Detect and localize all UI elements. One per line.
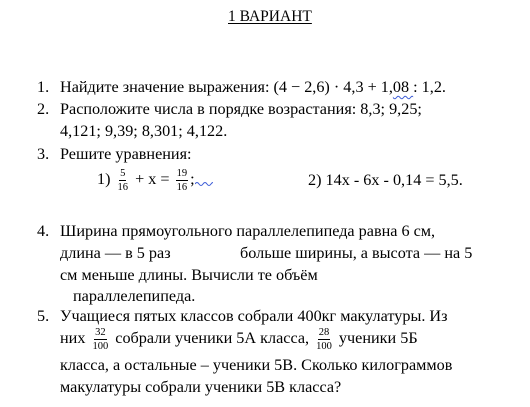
item-2-number: 2. <box>37 100 50 118</box>
fraction-28-100 <box>315 327 333 352</box>
fraction-denominator: 100 <box>92 340 109 352</box>
page-title: 1 ВАРИАНТ <box>228 8 312 25</box>
spellcheck-squiggle-icon <box>195 179 213 187</box>
equation-1 <box>97 166 213 193</box>
equation-1-label: 1) <box>97 170 111 188</box>
fraction-denominator: 16 <box>117 181 129 193</box>
item-1-number: 1. <box>37 78 50 96</box>
equation-1-middle: + x = <box>135 170 170 188</box>
fraction-19-16 <box>176 168 189 193</box>
fraction-numerator: 5 <box>120 167 126 179</box>
fraction-32-100 <box>91 327 109 352</box>
item-5-line-1: Учащиеся пятых классов собрали 400кг макулатуры. Из <box>60 307 448 325</box>
fraction-denominator: 100 <box>316 340 332 352</box>
item-2-line-1: Расположите числа в порядке возрастания: 8,3; 9,25; <box>60 100 422 118</box>
item-4-line-3: см меньше длины. Вычисли те объём <box>60 266 318 284</box>
item-5-line-2 <box>60 324 418 352</box>
item-4-number: 4. <box>37 222 50 240</box>
equation-1-end: ; <box>190 170 195 188</box>
item-4-line-1: Ширина прямоугольного параллелепипеда равна 6 см, <box>60 222 436 240</box>
fraction-numerator: 28 <box>318 326 330 338</box>
spellcheck-underlined-text: 08 <box>392 78 414 96</box>
item-1-expression: Найдите значение выражения: (4 − 2,6) · 4,3 + 1, <box>60 78 393 96</box>
item-5-line-3: класса, а остальные – ученики 5В. Сколько килограммов <box>60 356 453 374</box>
item-3-line-1: Решите уравнения: <box>60 145 192 163</box>
item-5-line-2c: ученики 5Б <box>338 329 418 347</box>
fraction-numerator: 19 <box>176 167 188 179</box>
item-1-expression-end: : 1,2. <box>413 78 446 96</box>
item-4-line-4: параллелепипеда. <box>73 287 196 305</box>
item-1-text <box>60 77 446 97</box>
item-2-line-2: 4,121; 9,39; 8,301; 4,122. <box>60 122 228 140</box>
fraction-denominator: 16 <box>176 181 188 193</box>
item-5-line-2b: собрали ученики 5А класса, <box>115 329 310 347</box>
item-3-number: 3. <box>37 145 50 163</box>
item-5-line-4: макулатуры собрали ученики 5В класса? <box>60 378 342 396</box>
fraction-numerator: 32 <box>95 326 106 338</box>
item-5-number: 5. <box>37 307 50 325</box>
item-4-line-2a: длина — в 5 раз <box>60 244 171 262</box>
item-4-line-2b: больше ширины, а высота — на 5 <box>240 244 473 262</box>
equation-2: 2) 14x - 6x - 0,14 = 5,5. <box>308 171 463 189</box>
fraction-5-16 <box>117 168 130 193</box>
item-5-line-2a: них <box>60 329 86 347</box>
